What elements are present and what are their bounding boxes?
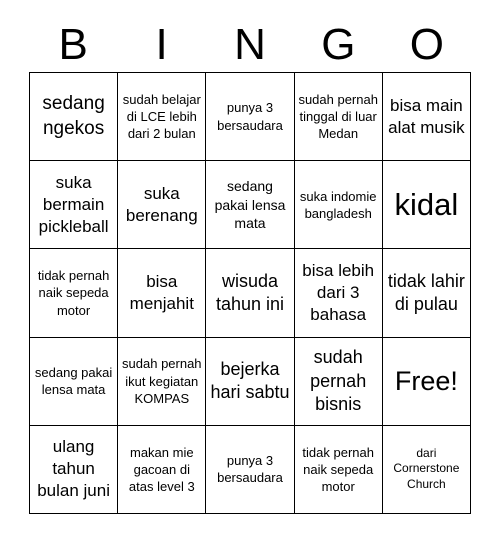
header-letter-i: I [155,20,168,69]
bingo-cell[interactable]: bejerka hari sabtu [206,338,294,426]
header-letter-g: G [321,20,356,69]
bingo-cell[interactable]: sedang pakai lensa mata [206,161,294,249]
bingo-cell[interactable]: sedang ngekos [30,73,118,161]
bingo-cell[interactable]: punya 3 bersaudara [206,426,294,514]
bingo-cell[interactable]: makan mie gacoan di atas level 3 [118,426,206,514]
bingo-cell[interactable]: suka berenang [118,161,206,249]
bingo-cell[interactable]: kidal [383,161,471,249]
bingo-cell[interactable]: tidak pernah naik sepeda motor [295,426,383,514]
bingo-cell[interactable]: ulang tahun bulan juni [30,426,118,514]
bingo-cell[interactable]: bisa menjahit [118,249,206,337]
bingo-cell[interactable]: dari Cornerstone Church [383,426,471,514]
bingo-cell[interactable]: bisa lebih dari 3 bahasa [295,249,383,337]
bingo-cell[interactable]: tidak pernah naik sepeda motor [30,249,118,337]
bingo-cell[interactable]: punya 3 bersaudara [206,73,294,161]
header-letter-o: O [409,20,444,69]
header-letter-b: B [58,20,88,69]
free-space-cell[interactable]: Free! [383,338,471,426]
bingo-cell[interactable]: suka indomie bangladesh [295,161,383,249]
bingo-cell[interactable]: sedang pakai lensa mata [30,338,118,426]
bingo-board [29,72,471,514]
bingo-header [29,18,471,72]
bingo-cell[interactable]: sudah belajar di LCE lebih dari 2 bulan [118,73,206,161]
bingo-cell[interactable]: tidak lahir di pulau [383,249,471,337]
bingo-cell[interactable]: sudah pernah tinggal di luar Medan [295,73,383,161]
bingo-cell[interactable]: suka bermain pickleball [30,161,118,249]
bingo-cell[interactable]: sudah pernah ikut kegiatan KOMPAS [118,338,206,426]
bingo-cell[interactable]: wisuda tahun ini [206,249,294,337]
header-letter-n: N [234,20,266,69]
bingo-cell[interactable]: bisa main alat musik [383,73,471,161]
bingo-cell[interactable]: sudah pernah bisnis [295,338,383,426]
